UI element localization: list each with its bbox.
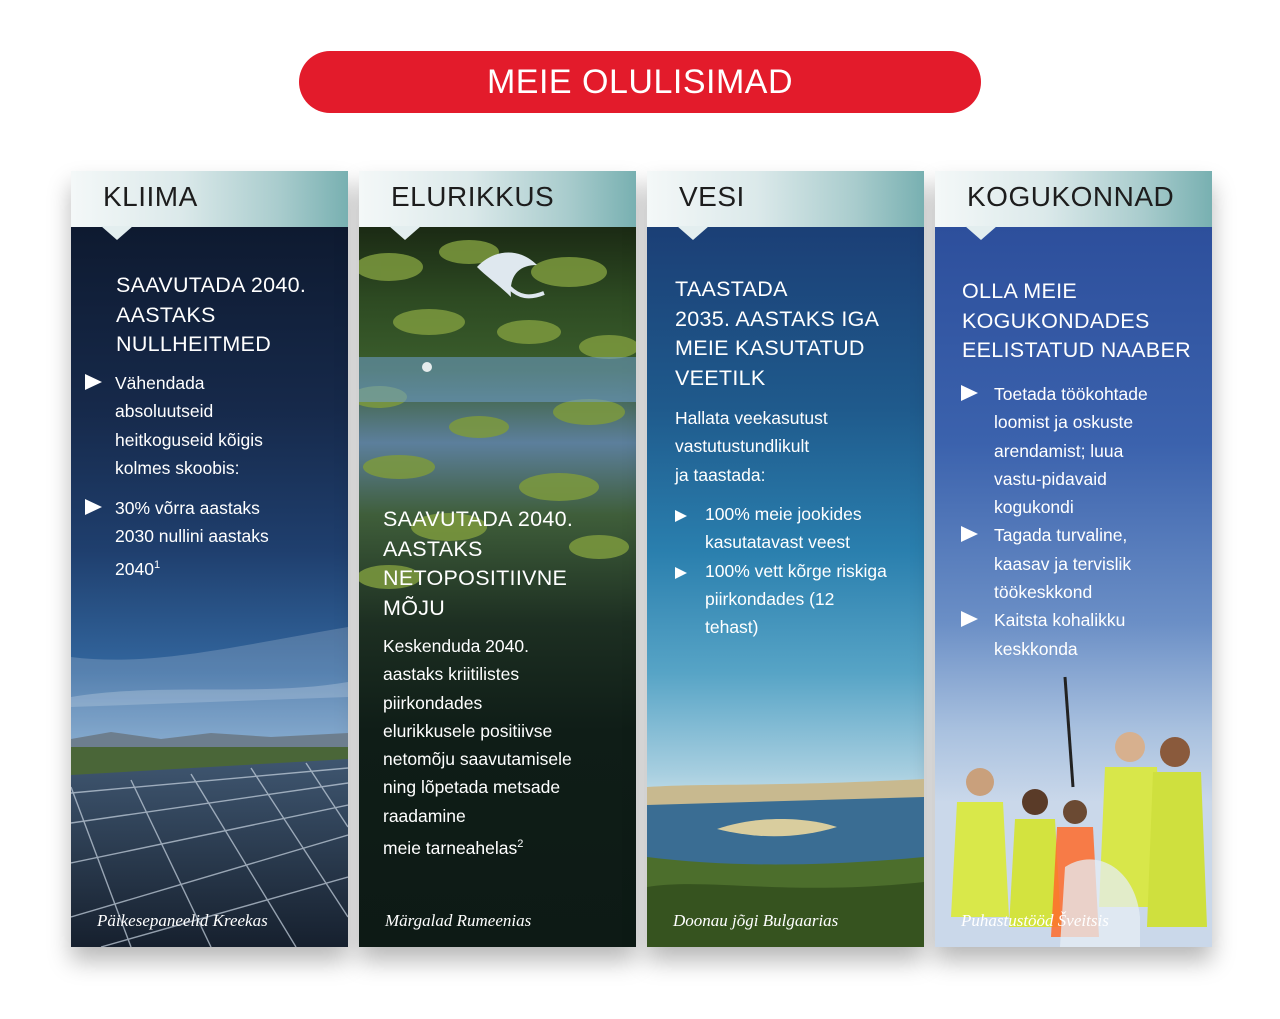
desc-line: Keskenduda 2040. [383,636,529,656]
goal-line: MEIE KASUTATUD [675,336,865,360]
card-header [71,171,348,227]
goal-line: MÕJU [383,595,446,620]
goal-line: SAAVUTADA 2040. [383,507,574,531]
desc-line: piirkondades [383,692,483,713]
bullet-list [85,369,335,583]
bullet-line: loomist ja oskuste [994,412,1134,433]
bullet-line: 2030 nullini aastaks [115,526,269,547]
bullet-item [85,369,335,482]
page-title-banner [299,51,981,113]
bullet-line: 100% meie jookides [705,504,862,524]
desc-line: aastaks kriitilistes [383,664,520,685]
photo-caption: Doonau jõgi Bulgaarias [673,911,839,930]
description-text [675,404,915,489]
desc-line: Hallata veekasutust [675,408,828,428]
goal-text [383,505,573,623]
bullet-line: heitkoguseid kõigis [115,429,263,450]
goal-line: OLLA MEIE [962,279,1078,303]
card-heading: VESI [679,181,745,212]
bullet-line: piirkondades (12 [705,588,835,609]
bullet-line: keskkonda [994,638,1078,659]
card-header [647,171,924,227]
card-elurikkus [359,171,636,947]
card-kogukonnad [935,171,1212,947]
desc-line: elurikkusele positiivse [383,720,553,741]
bullet-item [675,557,924,642]
header-pointer [389,226,421,240]
goal-line: SAAVUTADA 2040. [116,273,307,297]
bullet-line: arendamist; luua [994,440,1124,461]
goal-line: TAASTADA [675,277,788,301]
bullet-line: Toetada töökohtade [994,384,1148,404]
bullet-line: kasutatavast veest [705,532,850,553]
bullet-line: 100% vett kõrge riskiga [705,560,887,581]
bullet-item [675,500,924,557]
card-heading: ELURIKKUS [391,181,555,212]
goal-line: EELISTATUD NAABER [962,338,1191,362]
bullet-line: Tagada turvaline, [994,525,1128,546]
desc-line: netomõju saavutamisele [383,749,572,770]
header-pointer [677,226,709,240]
page-title: MEIE OLULISIMAD [486,62,793,101]
goal-line: KOGUKONDADES [962,308,1150,333]
bullet-line: kaasav ja tervislik [994,553,1132,574]
bullet-list [961,380,1206,663]
header-pointer [101,226,133,240]
header-pointer [965,226,997,240]
desc-line: ja taastada: [675,464,766,485]
goal-line: 2035. AASTAKS IGA [675,306,880,331]
desc-line: vastutustundlikult [675,436,810,457]
card-vesi [647,171,924,947]
footnote-marker: 2 [517,838,524,851]
bullet-item [961,380,1206,521]
photo-caption: Märgalad Rumeenias [385,911,532,930]
desc-line: meie tarneahelas$^2$ [383,837,524,858]
bullet-arrow-icon [85,374,102,390]
photo-caption: Puhastustööd Šveitsis [961,911,1109,930]
goal-line: VEETILK [675,365,766,390]
bullet-line: kogukondi [994,497,1074,518]
bullet-line: Kaitsta kohalikku [994,610,1126,631]
bullet-arrow-icon [961,611,978,627]
description-text [383,632,633,862]
bullet-arrow-icon [961,526,978,542]
card-heading: KOGUKONNAD [967,181,1175,212]
bullet-arrow-icon [675,567,687,579]
card-heading: KLIIMA [103,181,198,212]
bullet-line: 2040$^1$ [115,558,161,579]
footnote-marker: 1 [153,558,161,571]
goal-line: NULLHEITMED [116,332,272,356]
goal-line: AASTAKS [383,536,483,561]
bullet-line: Vähendada [115,373,205,393]
goal-text [675,275,879,393]
bullet-item [961,606,1206,663]
bullet-line: töökeskkond [994,582,1093,603]
goal-text [962,277,1191,366]
bullet-line: absoluutseid [115,401,214,422]
bullet-line: kolmes skoobis: [115,457,240,478]
goal-line: AASTAKS [116,302,216,327]
bullet-arrow-icon [85,499,102,515]
card-header [359,171,636,227]
bullet-line: tehast) [705,617,759,638]
card-kliima [71,171,348,947]
card-header [935,171,1212,227]
bullet-line: 30% võrra aastaks [115,498,260,519]
bullet-list [675,500,924,641]
bullet-item [85,494,335,583]
bullet-arrow-icon [961,385,978,401]
bullet-line: vastu-pidavaid [994,468,1107,489]
goal-text [116,271,306,360]
desc-line: raadamine [383,805,466,826]
goal-line: NETOPOSITIIVNE [383,566,568,590]
bullet-arrow-icon [675,510,687,522]
desc-line: ning lõpetada metsade [383,777,561,798]
photo-caption: Päikesepaneelid Kreekas [97,911,268,930]
bullet-item [961,521,1206,606]
